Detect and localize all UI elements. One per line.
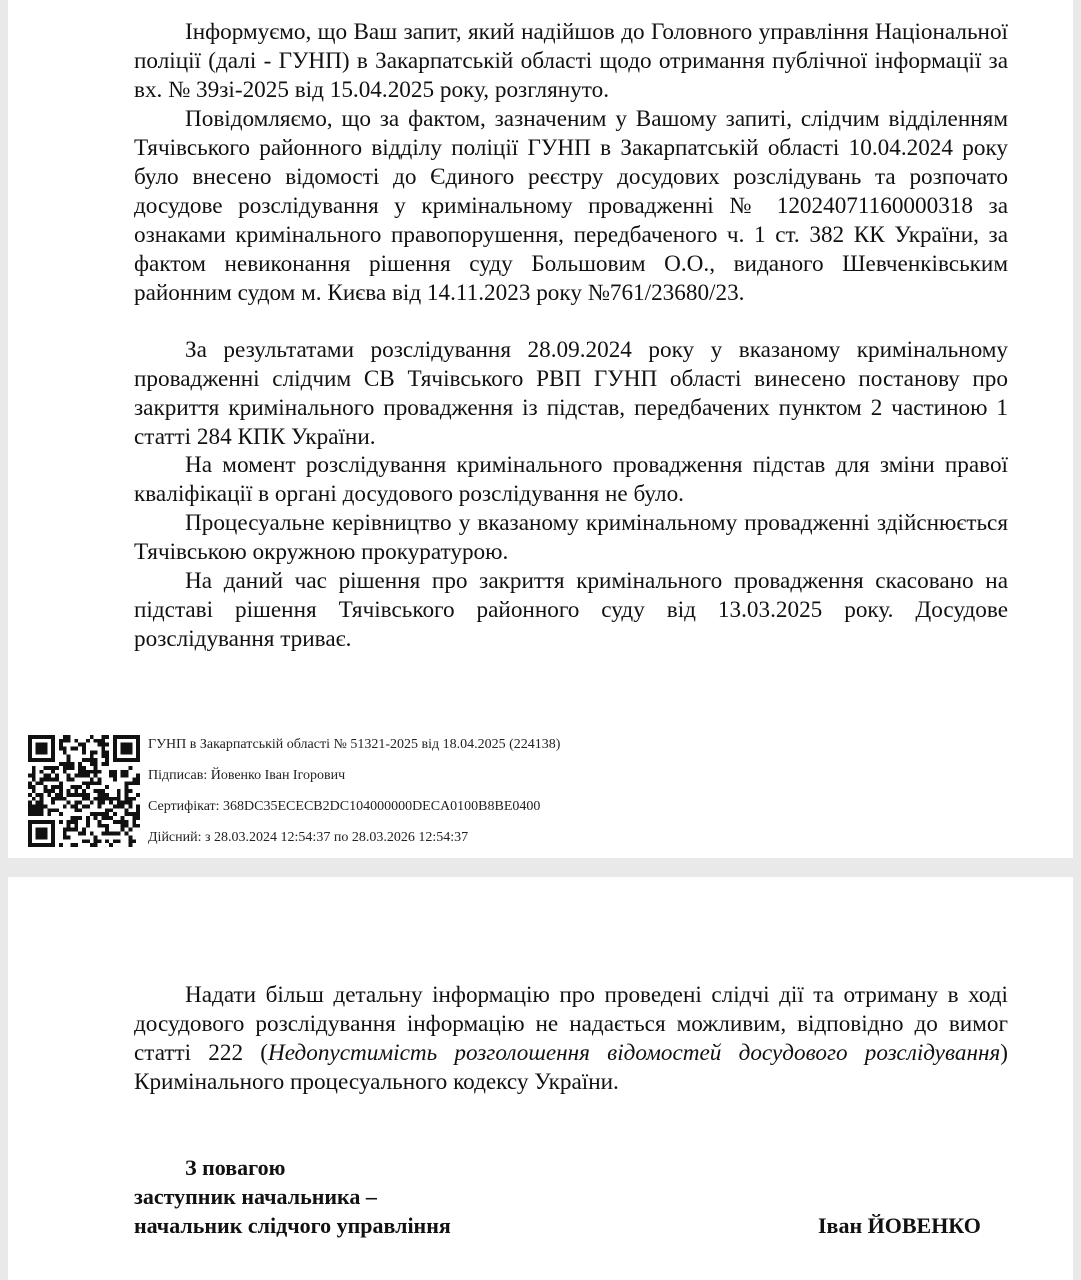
paragraph-investigation-results: За результатами розслідування 28.09.2024 року у вказаному кримінальному провадженні слідчим СВ Тячівського РВП ГУНП області винесено постанову про закриття кримінального провадження із підстав, передбачених пунктом 2 частиною 1 статті 284 КПК України. — [134, 337, 1008, 450]
paragraph-current-status: На даний час рішення про закриття кримінального провадження скасовано на підставі рішення Тячівського районного суду від 13.03.2025 року. Досудове розслідування триває. — [134, 568, 1008, 652]
paragraph-disclosure-limits — [134, 981, 1008, 1097]
signature-validity: Дійсний: з 28.03.2024 12:54:37 по 28.03.2026 12:54:37 — [148, 830, 469, 845]
paragraph-procedural-guidance: Процесуальне керівництво у вказаному кримінальному провадженні здійснюється Тячівською окружною прокуратурою. — [134, 510, 1008, 565]
signature-signed-by: Підписав: Йовенко Іван Ігорович — [148, 768, 346, 783]
qr-code-icon — [28, 735, 140, 847]
signature-certificate: Сертифікат: 368DC35ECECB2DC104000000DECA0100B8BE0400 — [148, 799, 541, 814]
paragraph-disclosure-text-start: Надати більш детальну інформацію про проведені слідчі дії та отриману в ході досудового розслідування інформацію не надається можливим, відповідно до вимог статті 222 ( — [134, 982, 1008, 1066]
signer-position-line1: заступник начальника – — [134, 1184, 377, 1209]
document-page-2 — [8, 877, 1073, 1280]
signature-registry: ГУНП в Закарпатській області № 51321-2025 від 18.04.2025 (224138) — [148, 737, 561, 752]
closing-regards: З повагою — [185, 1155, 286, 1180]
document-page-1 — [8, 0, 1073, 858]
signer-position-line2: начальник слідчого управління — [134, 1213, 451, 1238]
paragraph-qualification: На момент розслідування кримінального провадження підстав для зміни правої кваліфікації в органі досудового розслідування не було. — [134, 452, 1008, 507]
paragraph-request-reviewed: Інформуємо, що Ваш запит, який надійшов до Головного управління Національної поліції (далі - ГУНП) в Закарпатській області щодо отримання публічної інформації за вх. № 39зі-2025 від 15.04.2025 року, розглянуто. — [134, 19, 1008, 103]
paragraph-criminal-case: Повідомляємо, що за фактом, зазначеним у Вашому запиті, слідчим відділенням Тячівського районного відділу поліції ГУНП в Закарпатській області 10.04.2024 року було внесено відомості до Єдиного реєстру досудових розслідувань та розпочато досудове розслідування у кримінальному провадженні № 12024071160000318 за ознаками кримінального правопорушення, передбаченого ч. 1 ст. 382 КК України, за фактом невиконання рішення суду Большовим О.О., виданого Шевченківським районним судом м. Києва від 14.11.2023 року №761/23680/23. — [134, 106, 1008, 306]
article-title-italic: Недопустимість розголошення відомостей досудового розслідування — [268, 1040, 1001, 1066]
signer-name: Іван ЙОВЕНКО — [818, 1213, 981, 1238]
paragraph-disclosure-text-end: ) Кримінального процесуального кодексу України. — [134, 1040, 1008, 1095]
